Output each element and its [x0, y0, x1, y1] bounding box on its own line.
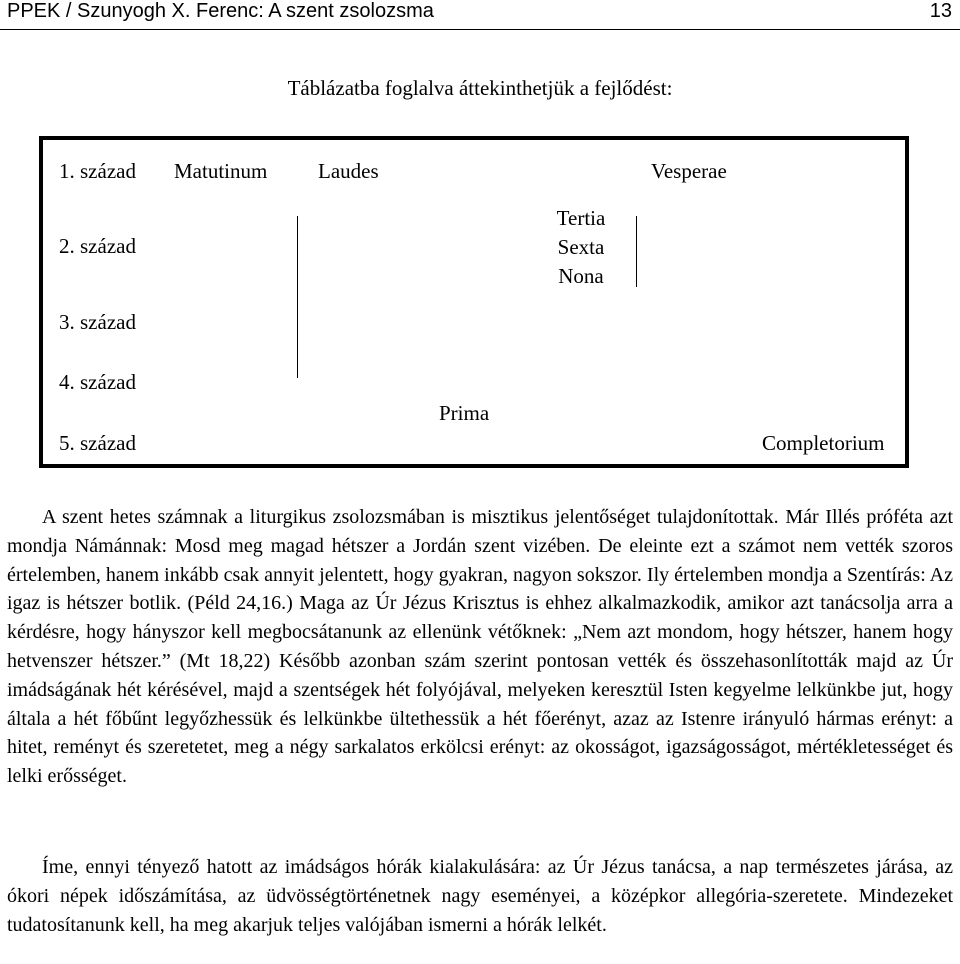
column-divider	[636, 216, 637, 287]
hour-sexta: Sexta	[557, 235, 605, 259]
page-number: 13	[929, 0, 952, 22]
page-header	[0, 0, 960, 30]
century-3-label: 3. század	[59, 310, 136, 334]
century-4-label: 4. század	[59, 370, 136, 394]
century-5-label: 5. század	[59, 431, 136, 455]
table-caption: Táblázatba foglalva áttekinthetjük a fejlődést:	[287, 76, 673, 100]
hour-completorium: Completorium	[762, 431, 885, 455]
hour-laudes: Laudes	[318, 159, 379, 183]
hour-matutinum: Matutinum	[174, 159, 268, 183]
century-2-label: 2. század	[59, 234, 136, 258]
column-divider	[297, 216, 298, 378]
hour-prima: Prima	[439, 401, 490, 425]
hour-tertia: Tertia	[556, 206, 606, 230]
body-paragraph-1: A szent hetes számnak a liturgikus zsolozsmában is misztikus jelentőséget tulajdonítottak. Már Illés próféta azt mondja Námánnak: Mosd meg magad hétszer a Jordán szent vizében. De eleinte ezt a számot nem vették szoros értelemben, hanem inkább csak annyit jelentett, hogy gyakran, nagyon sokszor. Ily értelemben mondja a Szentírás: Az igaz is hétszer botlik. (Péld 24,16.) Maga az Úr Jézus Krisztus is ehhez alkalmazkodik, amikor azt tanácsolja arra a kérdésre, hogy hányszor kell megbocsátanunk az ellenünk vétőknek: „Nem azt mondom, hogy hétszer, hanem hogy hetvenszer hétszer.” (Mt 18,22) Később azonban szám szerint pontosan vették és összehasonlították majd az Úr imádságának hét kérésével, majd a szentségek hét folyójával, melyeken keresztül Isten kegyelme lelkünkbe jut, hogy általa a hét főbűnt legyőzhessük és lelkünkbe ültethessük a hét főerényt, azaz az Istenre irányuló hármas erényt: a hitet, reményt és szeretetet, meg a négy sarkalatos erkölcsi erényt: az okosságot, igazságosságot, mértékletességet és lelki erősséget.	[7, 506, 953, 788]
body-paragraph-2: Íme, ennyi tényező hatott az imádságos hórák kialakulására: az Úr Jézus tanácsa, a nap természetes járása, az ókori népek időszámítása, az üdvösségtörténetnek nagy eseményei, a középkor allegória-szeretete. Mindezeket tudatosítanunk kell, ha meg akarjuk teljes valójában ismerni a hórák lelkét.	[7, 856, 953, 936]
century-1-label: 1. század	[59, 159, 136, 183]
running-title: PPEK / Szunyogh X. Ferenc: A szent zsolozsma	[7, 0, 434, 22]
hour-vesperae: Vesperae	[651, 159, 727, 183]
hour-nona: Nona	[558, 264, 604, 288]
hours-development-table	[39, 136, 909, 468]
